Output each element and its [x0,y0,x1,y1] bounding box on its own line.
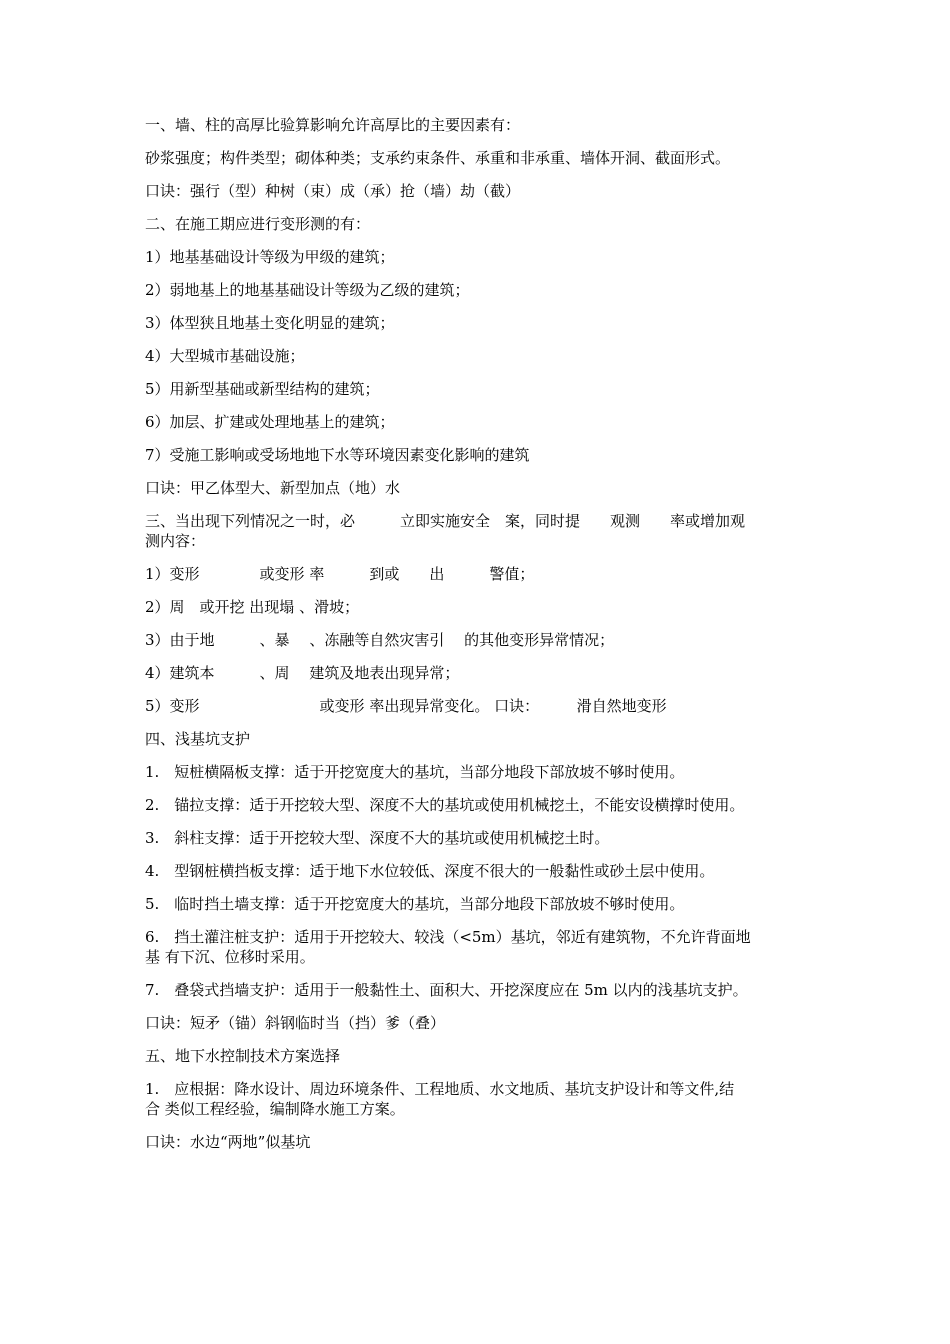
list-item: 7. 叠袋式挡墙支护：适用于一般黏性土、面积大、开挖深度应在 5m 以内的浅基坑支护。 [145,981,748,999]
heading-emergency-conditions: 三、当出现下列情况之一时，必 立即实施安全 案，同时提 观测 率或增加观 [145,512,746,530]
mnemonic-line: 口诀：水边“两地”似基坑 [145,1133,311,1151]
list-item: 3. 斜柱支撑：适于开挖较大型、深度不大的基坑或使用机械挖土时。 [145,829,610,847]
mnemonic-line: 口诀：短矛（锚）斜钢临时当（挡）爹（叠） [145,1014,446,1032]
list-item: 4. 型钢桩横挡板支撑：适于地下水位较低、深度不很大的一般黏性或砂土层中使用。 [145,862,715,880]
list-item: 3）体型狭且地基土变化明显的建筑； [145,314,395,332]
list-item: 4）大型城市基础设施； [145,347,305,365]
list-item: 2. 锚拉支撑：适于开挖较大型、深度不大的基坑或使用机械挖土，不能安设横撑时使用。 [145,796,745,814]
list-item: 1）变形 或变形 率 到或 出 警值； [145,565,535,583]
heading-deformation-monitoring: 二、在施工期应进行变形测的有： [145,215,371,233]
list-item: 6）加层、扩建或处理地基上的建筑； [145,413,395,431]
list-item: 3）由于地 、暴 、冻融等自然灾害引 的其他变形异常情况； [145,631,615,649]
heading-groundwater-control: 五、地下水控制技术方案选择 [145,1047,341,1065]
list-item: 5. 临时挡土墙支撑：适于开挖宽度大的基坑，当部分地段下部放坡不够时使用。 [145,895,685,913]
mnemonic-line: 口诀：强行（型）种树（束）成（承）抢（墙）劫（截） [145,182,521,200]
heading-shallow-pit-support: 四、浅基坑支护 [145,730,251,748]
document-page [145,115,835,1165]
list-item: 1. 应根据：降水设计、周边环境条件、工程地质、水文地质、基坑支护设计和等文件,结 [145,1080,735,1098]
list-item: 5）用新型基础或新型结构的建筑； [145,380,380,398]
list-item: 7）受施工影响或受场地地下水等环境因素变化影响的建筑 [145,446,530,464]
heading-continuation: 测内容： [145,532,206,550]
list-item: 1）地基基础设计等级为甲级的建筑； [145,248,395,266]
heading-wall-column-ratio: 一、墙、柱的高厚比验算影响允许高厚比的主要因素有： [145,116,521,134]
mnemonic-line: 口诀：甲乙体型大、新型加点（地）水 [145,479,401,497]
list-item: 4）建筑本 、周 建筑及地表出现异常； [145,664,460,682]
list-item-continuation: 合 类似工程经验，编制降水施工方案。 [145,1100,405,1118]
list-item: 5）变形 或变形 率出现异常变化。 口诀： 滑自然地变形 [145,697,667,715]
list-item-continuation: 基 有下沉、位移时采用。 [145,948,315,966]
list-item: 2）弱地基上的地基基础设计等级为乙级的建筑； [145,281,470,299]
list-item: 2）周 或开挖 出现塌 、滑坡； [145,598,360,616]
list-item: 1. 短桩横隔板支撑：适于开挖宽度大的基坑，当部分地段下部放坡不够时使用。 [145,763,685,781]
list-item: 6. 挡土灌注桩支护：适用于开挖较大、较浅（<5m）基坑，邻近有建筑物，不允许背面地 [145,928,751,946]
text-line: 砂浆强度；构件类型；砌体种类；支承约束条件、承重和非承重、墙体开洞、截面形式。 [145,149,731,167]
